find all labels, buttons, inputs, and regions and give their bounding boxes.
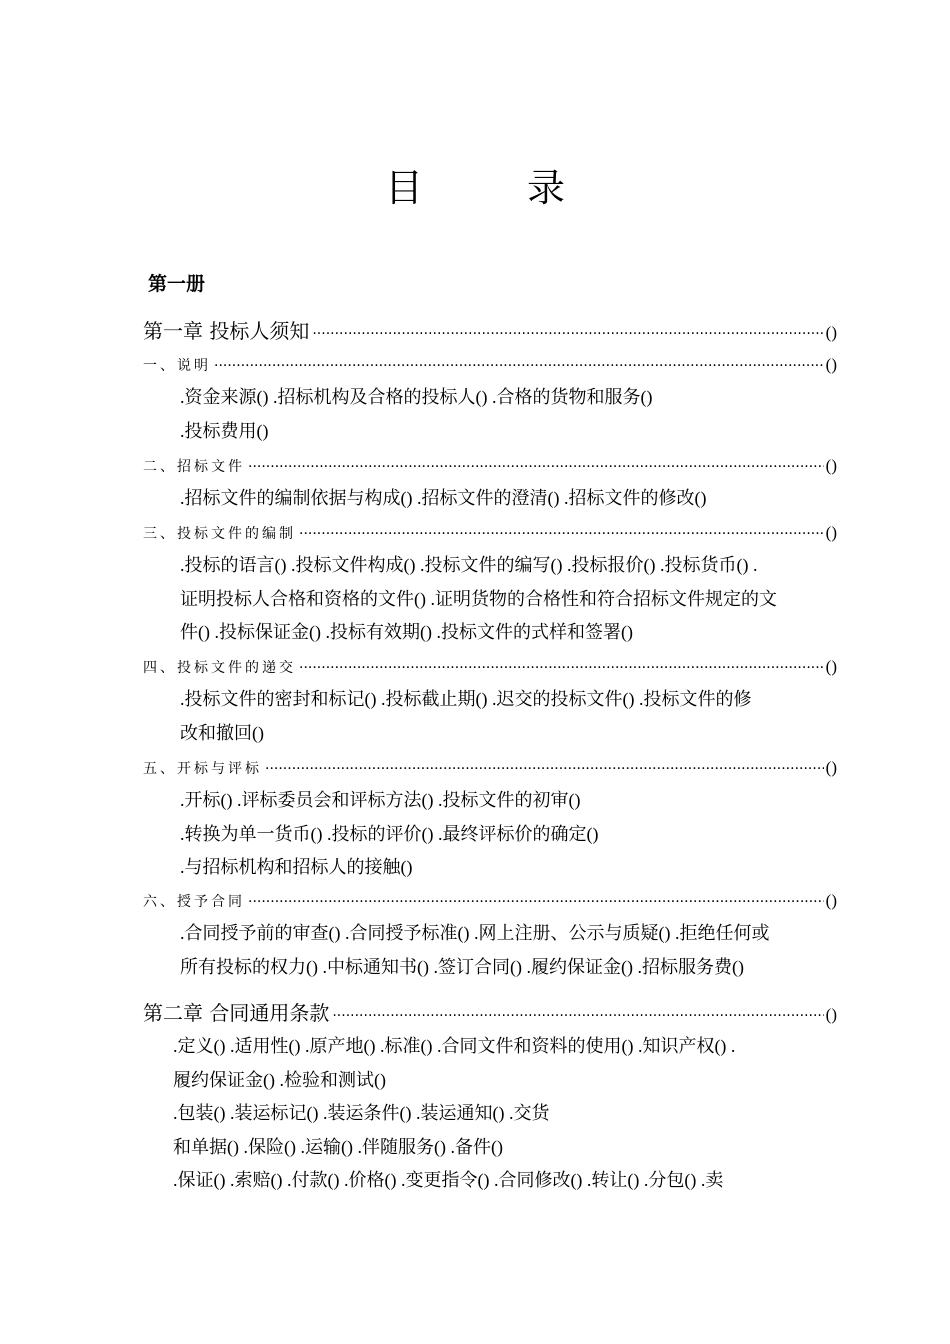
page-number: () [825,657,837,676]
section-title: 三、投标文件的编制 [143,526,296,542]
page-number: () [825,323,837,342]
page-number: () [825,523,837,542]
chapter-items [173,1030,841,1198]
toc-item-line[interactable]: 证明投标人合格和资格的文件() .证明货物的合格性和符合招标文件规定的文 [180,588,777,609]
section-items [180,784,840,885]
toc-chapter-2[interactable] [143,998,837,1031]
toc-item-line[interactable]: .招标文件的编制依据与构成() .招标文件的澄清() .招标文件的修改() [180,488,707,508]
toc-item-line[interactable]: .开标() .评标委员会和评标方法() .投标文件的初审() [180,790,581,810]
page-number: () [825,355,837,374]
section-items [180,482,840,516]
toc-section-3[interactable] [143,519,837,548]
toc-item-line[interactable]: .保证() .索赔() .付款() .价格() .变更指令() .合同修改() .转让() .分包() .卖 [173,1170,724,1190]
toc-item-line[interactable]: .包装() .装运标记() .装运条件() .装运通知() .交货 [173,1103,550,1123]
section-title: 五、开标与评标 [143,761,262,777]
page-number: () [825,1005,837,1024]
page-number: () [825,891,837,910]
chapter-title: 第一章 投标人须知 [143,319,310,343]
dot-leader [312,319,823,349]
section-title: 四、投标文件的递交 [143,660,296,676]
toc-section-1[interactable] [143,351,837,380]
dot-leader [214,352,824,380]
toc-item-line[interactable]: .与招标机构和招标人的接触() [180,857,413,877]
toc-item-line[interactable]: .合同授予前的审查() .合同授予标准() .网上注册、公示与质疑() .拒绝任何或 [180,923,770,943]
chapter-title: 第二章 合同通用条款 [143,1001,330,1025]
section-title: 六、授予合同 [143,894,245,910]
page-number: () [825,456,837,475]
section-title: 二、招标文件 [143,459,245,475]
toc-chapter-1[interactable] [143,316,837,349]
dot-leader [248,888,824,916]
section-items [180,683,840,750]
toc-item-line[interactable]: 件() .投标保证金() .投标有效期() .投标文件的式样和签署() [180,622,633,642]
dot-leader [265,755,824,783]
toc-section-4[interactable] [143,653,837,682]
toc-section-2[interactable] [143,452,837,481]
toc-item-line[interactable]: .定义() .适用性() .原产地() .标准() .合同文件和资料的使用() .知识产权() . [173,1036,736,1056]
toc-item-line[interactable]: 所有投标的权力() .中标通知书() .签订合同() .履约保证金() .招标服务费() [180,956,744,977]
toc-item-line[interactable]: .转换为单一货币() .投标的评价() .最终评标价的确定() [180,823,599,844]
page-title: 目 录 [384,166,612,210]
dot-leader [248,453,824,481]
section-items [180,549,840,650]
dot-leader [299,520,824,548]
toc-section-6[interactable] [143,887,837,916]
section-items [180,917,840,984]
toc-item-line[interactable]: 改和撤回() [180,722,264,743]
dot-leader [332,1001,823,1031]
toc-item-line[interactable]: .投标费用() [180,420,269,441]
dot-leader [299,654,824,682]
toc-item-line[interactable]: .资金来源() .招标机构及合格的投标人() .合格的货物和服务() [180,387,653,407]
toc-section-5[interactable] [143,754,837,783]
toc-item-line[interactable]: 和单据() .保险() .运输() .伴随服务() .备件() [173,1136,503,1157]
toc-item-line[interactable]: .投标文件的密封和标记() .投标截止期() .迟交的投标文件() .投标文件的修 [180,689,752,709]
section-items [180,381,840,448]
toc-item-line[interactable]: 履约保证金() .检验和测试() [173,1069,386,1090]
page-number: () [825,758,837,777]
volume-heading: 第一册 [148,273,206,295]
toc-item-line[interactable]: .投标的语言() .投标文件构成() .投标文件的编写() .投标报价() .投标货币() . [180,555,758,575]
section-title: 一、说明 [143,358,211,374]
